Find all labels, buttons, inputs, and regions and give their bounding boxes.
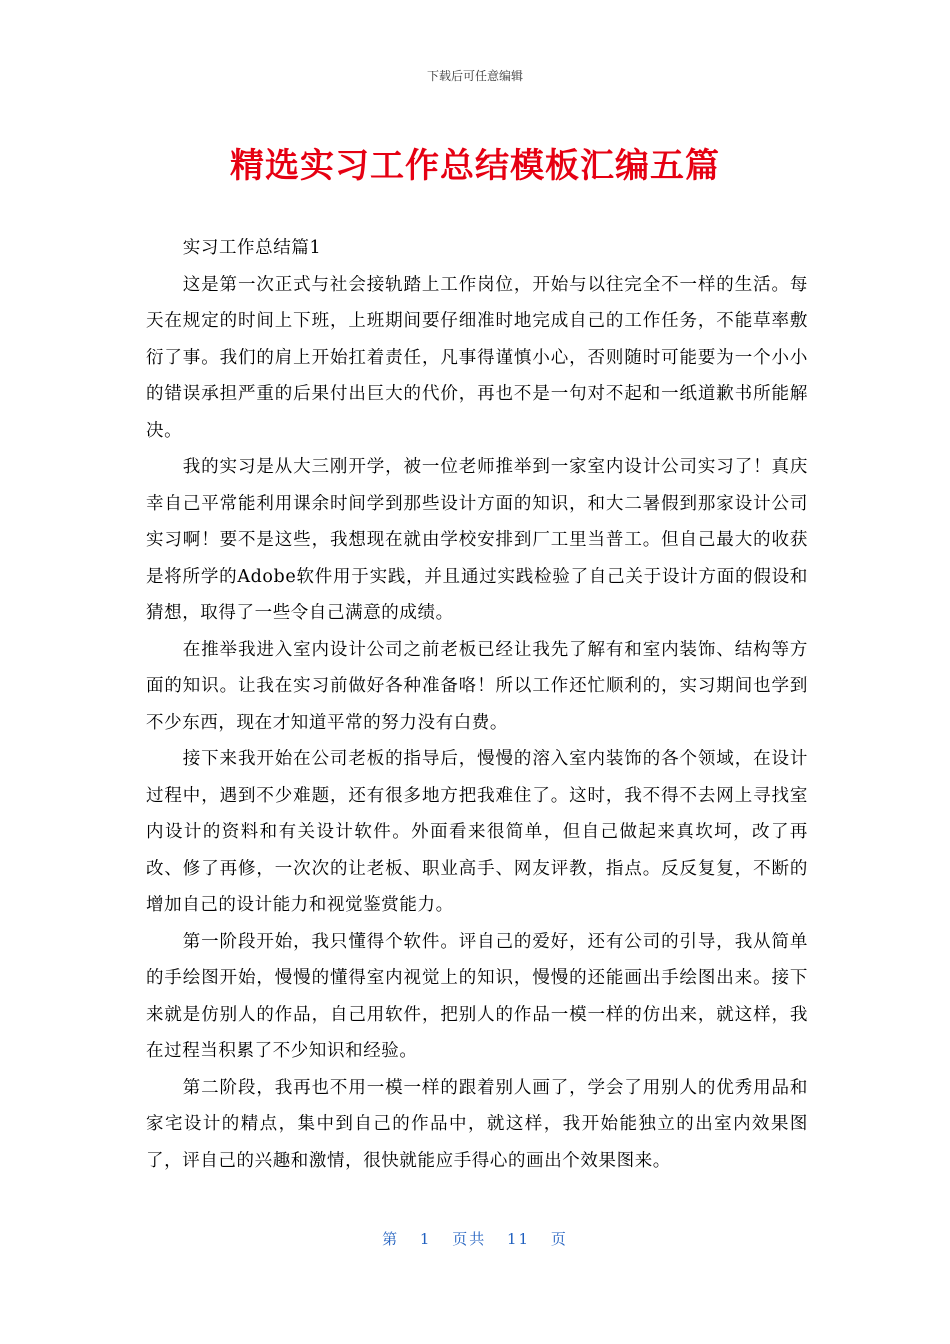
body-paragraph: 第二阶段，我再也不用一模一样的跟着别人画了，学会了用别人的优秀用品和家宅设计的精点，集中到自己的作品中，就这样，我开始能独立的出室内效果图了，评自己的兴趣和激情，很快就能应手得心的画出个效果图来。 [146,1077,808,1171]
document-title: 精选实习工作总结模板汇编五篇 [230,146,720,186]
body-paragraph: 在推举我进入室内设计公司之前老板已经让我先了解有和室内装饰、结构等方面的知识。让我在实习前做好各种准备咯！所以工作还忙顺利的，实习期间也学到不少东西，现在才知道平常的努力没有白费。 [146,639,808,733]
body-paragraph: 我的实习是从大三刚开学，被一位老师推举到一家室内设计公司实习了！真庆幸自己平常能利用课余时间学到那些设计方面的知识，和大二暑假到那家设计公司实习啊！要不是这些，我想现在就由学校安排到厂工里当普工。但自己最大的收获是将所学的Adobe软件用于实践，并且通过实践检验了自己关于设计方面的假设和猜想，取得了一些令自己满意的成绩。 [146,457,808,623]
body-paragraph: 这是第一次正式与社会接轨踏上工作岗位，开始与以往完全不一样的生活。每天在规定的时间上下班，上班期间要仔细准时地完成自己的工作任务，不能草率敷衍了事。我们的肩上开始扛着责任，凡事得谨慎小心，否则随时可能要为一个小小的错误承担严重的后果付出巨大的代价，再也不是一句对不起和一纸道歉书所能解决。 [146,274,808,441]
page-header-note: 下载后可任意编辑 [426,69,523,83]
page-number-footer: 第 1 页共 11 页 [382,1230,568,1248]
body-paragraph: 第一阶段开始，我只懂得个软件。评自己的爱好，还有公司的引导，我从简单的手绘图开始，慢慢的懂得室内视觉上的知识，慢慢的还能画出手绘图出来。接下来就是仿别人的作品，自己用软件，把别人的作品一模一样的仿出来，就这样，我在过程当积累了不少知识和经验。 [146,931,808,1061]
document-body [146,230,808,1179]
section-heading: 实习工作总结篇1 [182,238,322,258]
body-paragraph: 接下来我开始在公司老板的指导后，慢慢的溶入室内装饰的各个领域，在设计过程中，遇到不少难题，还有很多地方把我难住了。这时，我不得不去网上寻找室内设计的资料和有关设计软件。外面看来很简单，但自己做起来真坎坷，改了再改、修了再修，一次次的让老板、职业高手、网友评教，指点。反反复复，不断的增加自己的设计能力和视觉鉴赏能力。 [146,749,808,915]
